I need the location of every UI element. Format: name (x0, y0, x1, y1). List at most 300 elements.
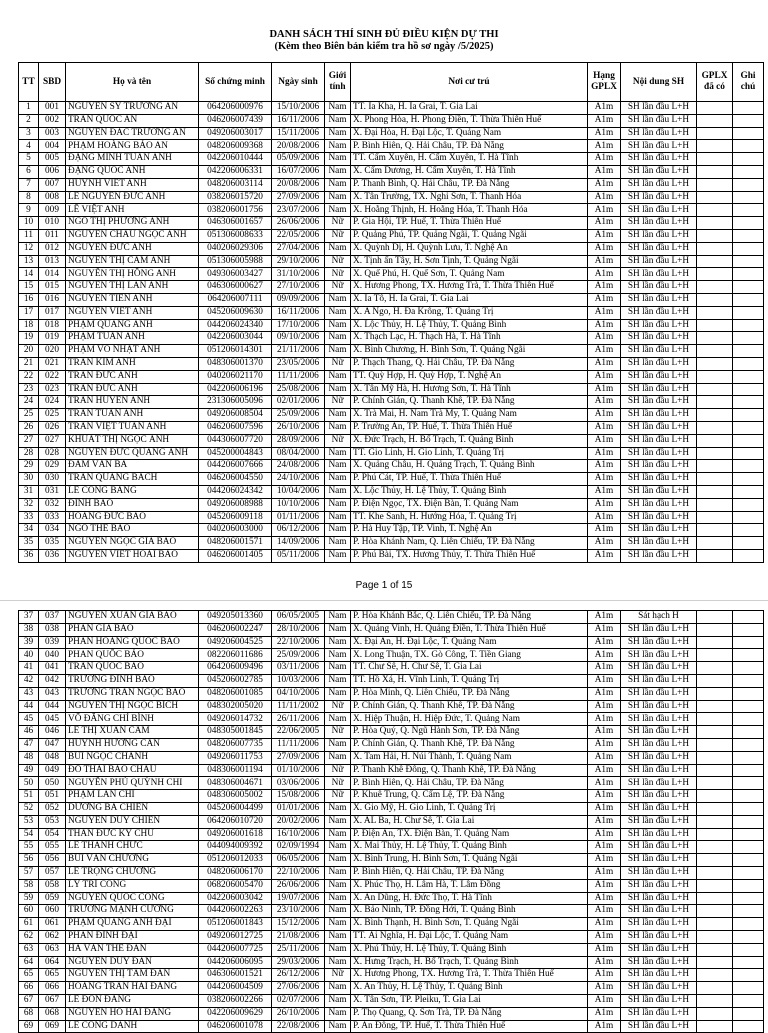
cell-name: LÊ CÔNG DANH (66, 1020, 199, 1033)
cell-id-number: 048305001845 (199, 726, 272, 739)
cell-address: X. Bình Trung, H. Bình Sơn, T. Quảng Ngãi (351, 854, 588, 867)
cell-existing-license (697, 726, 733, 739)
cell-exam-content: SH lần đầu L+H (621, 1020, 697, 1033)
cell-existing-license (697, 956, 733, 969)
cell-license-class: A1m (588, 674, 621, 687)
cell-name: NGUYỄN HỒ HẢI ĐĂNG (66, 1007, 199, 1020)
table-row (19, 345, 764, 358)
cell-license-class: A1m (588, 777, 621, 790)
cell-id-number: 042206006331 (199, 165, 272, 178)
table-row (19, 751, 764, 764)
cell-dob: 14/09/2006 (272, 537, 325, 550)
table-row (19, 611, 764, 624)
cell-note (733, 687, 764, 700)
cell-existing-license (697, 982, 733, 995)
cell-id-number: 040206021170 (199, 370, 272, 383)
cell-sbd: 048 (39, 751, 66, 764)
cell-sbd: 066 (39, 982, 66, 995)
cell-dob: 21/11/2006 (272, 345, 325, 358)
cell-gender: Nam (325, 383, 351, 396)
cell-id-number: 040206003000 (199, 524, 272, 537)
cell-dob: 09/10/2006 (272, 332, 325, 345)
cell-existing-license (697, 623, 733, 636)
cell-dob: 16/07/2006 (272, 165, 325, 178)
cell-id-number: 046206001078 (199, 1020, 272, 1033)
cell-note (733, 700, 764, 713)
cell-dob: 22/10/2006 (272, 866, 325, 879)
cell-tt: 24 (19, 396, 39, 409)
cell-name: ĐỖ THÁI BẢO CHÂU (66, 764, 199, 777)
cell-note (733, 153, 764, 166)
cell-note (733, 127, 764, 140)
cell-license-class: A1m (588, 537, 621, 550)
cell-license-class: A1m (588, 802, 621, 815)
cell-tt: 6 (19, 165, 39, 178)
cell-gender: Nữ (325, 969, 351, 982)
cell-note (733, 841, 764, 854)
cell-note (733, 191, 764, 204)
cell-existing-license (697, 611, 733, 624)
table-row (19, 764, 764, 777)
cell-note (733, 713, 764, 726)
cell-gender: Nam (325, 460, 351, 473)
cell-tt: 15 (19, 281, 39, 294)
cell-existing-license (697, 178, 733, 191)
cell-id-number: 045200004843 (199, 447, 272, 460)
table-row (19, 930, 764, 943)
cell-exam-content: SH lần đầu L+H (621, 357, 697, 370)
cell-note (733, 255, 764, 268)
cell-gender: Nam (325, 114, 351, 127)
cell-dob: 10/03/2006 (272, 674, 325, 687)
cell-tt: 14 (19, 268, 39, 281)
cell-address: P. Hòa Quý, Q. Ngũ Hành Sơn, TP. Đà Nẵng (351, 726, 588, 739)
cell-tt: 56 (19, 854, 39, 867)
cell-tt: 1 (19, 102, 39, 115)
cell-tt: 48 (19, 751, 39, 764)
cell-existing-license (697, 165, 733, 178)
cell-gender: Nam (325, 306, 351, 319)
cell-dob: 02/01/2006 (272, 396, 325, 409)
cell-dob: 27/10/2006 (272, 281, 325, 294)
cell-id-number: 064206007111 (199, 293, 272, 306)
cell-gender: Nữ (325, 434, 351, 447)
cell-gender: Nam (325, 102, 351, 115)
cell-sbd: 068 (39, 1007, 66, 1020)
cell-id-number: 049306003427 (199, 268, 272, 281)
cell-tt: 47 (19, 738, 39, 751)
cell-dob: 05/11/2006 (272, 549, 325, 562)
cell-name: PHAN QUỐC BẢO (66, 649, 199, 662)
cell-address: X. An Dũng, H. Đức Thọ, T. Hà Tĩnh (351, 892, 588, 905)
cell-note (733, 498, 764, 511)
cell-tt: 61 (19, 918, 39, 931)
cell-tt: 11 (19, 229, 39, 242)
cell-existing-license (697, 918, 733, 931)
cell-name: THÂN ĐỨC KỲ CHU (66, 828, 199, 841)
cell-note (733, 1007, 764, 1020)
cell-id-number: 048306001370 (199, 357, 272, 370)
cell-sbd: 049 (39, 764, 66, 777)
cell-license-class: A1m (588, 524, 621, 537)
cell-exam-content: Sát hạch H (621, 611, 697, 624)
cell-address: X. Thạch Lạc, H. Thạch Hà, T. Hà Tĩnh (351, 332, 588, 345)
cell-tt: 52 (19, 802, 39, 815)
cell-id-number: 046206007439 (199, 114, 272, 127)
cell-name: PHAN ĐÌNH ĐẠI (66, 930, 199, 943)
cell-license-class: A1m (588, 982, 621, 995)
cell-note (733, 866, 764, 879)
cell-tt: 29 (19, 460, 39, 473)
table-row (19, 726, 764, 739)
cell-dob: 06/05/2005 (272, 611, 325, 624)
table-row (19, 905, 764, 918)
cell-name: KHUẤT THỊ NGỌC ÁNH (66, 434, 199, 447)
cell-gender: Nam (325, 802, 351, 815)
cell-gender: Nam (325, 409, 351, 422)
cell-gender: Nam (325, 127, 351, 140)
cell-dob: 23/05/2006 (272, 357, 325, 370)
cell-dob: 06/12/2006 (272, 524, 325, 537)
table-row (19, 537, 764, 550)
cell-gender: Nam (325, 879, 351, 892)
table-row (19, 802, 764, 815)
header-col-existing-license: GPLX đã có (697, 63, 733, 102)
cell-address: P. Bình Hiên, Q. Hải Châu, TP. Đà Nẵng (351, 777, 588, 790)
cell-sbd: 004 (39, 140, 66, 153)
cell-address: X. Hương Phong, TX. Hương Trà, T. Thừa Thiên Huế (351, 281, 588, 294)
cell-sbd: 042 (39, 674, 66, 687)
cell-note (733, 102, 764, 115)
cell-id-number: 045206004499 (199, 802, 272, 815)
cell-id-number: 045206009118 (199, 511, 272, 524)
cell-name: NGUYỄN ĐẮC TRƯỜNG AN (66, 127, 199, 140)
cell-tt: 45 (19, 713, 39, 726)
cell-id-number: 046306000627 (199, 281, 272, 294)
cell-name: TRẦN VIỆT TUẤN ANH (66, 421, 199, 434)
cell-sbd: 057 (39, 866, 66, 879)
cell-address: X. Tam Hải, H. Núi Thành, T. Quảng Nam (351, 751, 588, 764)
cell-exam-content: SH lần đầu L+H (621, 738, 697, 751)
cell-address: TT. Chư Sê, H. Chư Sê, T. Gia Lai (351, 662, 588, 675)
table-row (19, 700, 764, 713)
cell-tt: 51 (19, 790, 39, 803)
cell-license-class: A1m (588, 1020, 621, 1033)
cell-existing-license (697, 854, 733, 867)
cell-id-number: 048206001085 (199, 687, 272, 700)
cell-existing-license (697, 1020, 733, 1033)
cell-dob: 27/09/2006 (272, 751, 325, 764)
cell-gender: Nam (325, 524, 351, 537)
table-row (19, 306, 764, 319)
cell-note (733, 982, 764, 995)
cell-dob: 10/04/2006 (272, 485, 325, 498)
cell-sbd: 067 (39, 994, 66, 1007)
cell-note (733, 623, 764, 636)
cell-exam-content: SH lần đầu L+H (621, 421, 697, 434)
cell-dob: 15/12/2006 (272, 918, 325, 931)
cell-gender: Nam (325, 191, 351, 204)
cell-note (733, 332, 764, 345)
cell-exam-content: SH lần đầu L+H (621, 549, 697, 562)
cell-license-class: A1m (588, 306, 621, 319)
cell-exam-content: SH lần đầu L+H (621, 242, 697, 255)
cell-exam-content: SH lần đầu L+H (621, 636, 697, 649)
cell-gender: Nam (325, 549, 351, 562)
cell-existing-license (697, 281, 733, 294)
cell-address: TT. Ia Kha, H. Ia Grai, T. Gia Lai (351, 102, 588, 115)
cell-tt: 21 (19, 357, 39, 370)
cell-license-class: A1m (588, 994, 621, 1007)
cell-existing-license (697, 460, 733, 473)
cell-gender: Nam (325, 828, 351, 841)
table-row (19, 434, 764, 447)
cell-address: X. Tân Trường, TX. Nghi Sơn, T. Thanh Hóa (351, 191, 588, 204)
cell-name: HOÀNG ĐỨC BẢO (66, 511, 199, 524)
cell-tt: 42 (19, 674, 39, 687)
cell-name: TRẦN TUẤN ANH (66, 409, 199, 422)
table-row (19, 738, 764, 751)
cell-existing-license (697, 700, 733, 713)
cell-note (733, 306, 764, 319)
table-row (19, 828, 764, 841)
cell-address: P. Điện An, TX. Điện Bàn, T. Quảng Nam (351, 828, 588, 841)
cell-tt: 12 (19, 242, 39, 255)
table-row (19, 460, 764, 473)
cell-license-class: A1m (588, 229, 621, 242)
cell-license-class: A1m (588, 623, 621, 636)
cell-address: P. Hòa Khánh Bắc, Q. Liên Chiểu, TP. Đà Nẵng (351, 611, 588, 624)
table-body-page-1 (19, 102, 764, 563)
cell-existing-license (697, 994, 733, 1007)
cell-existing-license (697, 191, 733, 204)
cell-existing-license (697, 127, 733, 140)
cell-name: HÀ VĂN THẾ ĐAN (66, 943, 199, 956)
cell-dob: 11/11/2006 (272, 370, 325, 383)
cell-id-number: 038206002266 (199, 994, 272, 1007)
cell-name: PHẠM HOÀNG BẢO AN (66, 140, 199, 153)
cell-license-class: A1m (588, 102, 621, 115)
cell-note (733, 969, 764, 982)
cell-gender: Nam (325, 537, 351, 550)
cell-id-number: 051306005988 (199, 255, 272, 268)
cell-note (733, 738, 764, 751)
cell-sbd: 060 (39, 905, 66, 918)
cell-address: X. Hưng Trạch, H. Bố Trạch, T. Quảng Bình (351, 956, 588, 969)
cell-gender: Nam (325, 370, 351, 383)
cell-existing-license (697, 943, 733, 956)
cell-dob: 02/09/1994 (272, 841, 325, 854)
cell-exam-content: SH lần đầu L+H (621, 498, 697, 511)
cell-tt: 44 (19, 700, 39, 713)
cell-address: X. Tân Mỹ Hà, H. Hương Sơn, T. Hà Tĩnh (351, 383, 588, 396)
cell-gender: Nữ (325, 726, 351, 739)
cell-gender: Nam (325, 815, 351, 828)
cell-id-number: 044206024340 (199, 319, 272, 332)
cell-dob: 10/10/2006 (272, 498, 325, 511)
cell-address: X. Bình Thạnh, H. Bình Sơn, T. Quảng Ngãi (351, 918, 588, 931)
cell-dob: 03/11/2006 (272, 662, 325, 675)
cell-existing-license (697, 114, 733, 127)
cell-tt: 63 (19, 943, 39, 956)
cell-license-class: A1m (588, 738, 621, 751)
cell-license-class: A1m (588, 485, 621, 498)
cell-name: NGUYỄN VIẾT HOÀI BẢO (66, 549, 199, 562)
cell-exam-content: SH lần đầu L+H (621, 713, 697, 726)
cell-id-number: 040206029306 (199, 242, 272, 255)
cell-address: P. Thanh Khê Đông, Q. Thanh Khê, TP. Đà Nẵng (351, 764, 588, 777)
header-col-name: Họ và tên (66, 63, 199, 102)
cell-name: PHẠM TUẤN ANH (66, 332, 199, 345)
cell-sbd: 013 (39, 255, 66, 268)
cell-address: X. Phú Thủy, H. Lệ Thủy, T. Quảng Bình (351, 943, 588, 956)
cell-sbd: 045 (39, 713, 66, 726)
cell-address: X. Ia Tô, H. Ia Grai, T. Gia Lai (351, 293, 588, 306)
cell-gender: Nam (325, 473, 351, 486)
cell-license-class: A1m (588, 892, 621, 905)
cell-dob: 20/08/2006 (272, 140, 325, 153)
table-row (19, 994, 764, 1007)
cell-license-class: A1m (588, 447, 621, 460)
cell-address: P. Thanh Bình, Q. Hải Châu, TP. Đà Nẵng (351, 178, 588, 191)
cell-gender: Nam (325, 662, 351, 675)
cell-sbd: 052 (39, 802, 66, 815)
table-row (19, 879, 764, 892)
cell-sbd: 026 (39, 421, 66, 434)
cell-tt: 28 (19, 447, 39, 460)
table-row (19, 114, 764, 127)
cell-tt: 50 (19, 777, 39, 790)
cell-name: NGUYỄN DUY CHIẾN (66, 815, 199, 828)
cell-license-class: A1m (588, 879, 621, 892)
cell-sbd: 037 (39, 611, 66, 624)
table-row (19, 293, 764, 306)
cell-sbd: 018 (39, 319, 66, 332)
cell-license-class: A1m (588, 268, 621, 281)
cell-name: ĐẶNG QUỐC ANH (66, 165, 199, 178)
cell-tt: 19 (19, 332, 39, 345)
cell-existing-license (697, 102, 733, 115)
cell-tt: 60 (19, 905, 39, 918)
cell-address: X. Trà Mai, H. Nam Trà My, T. Quảng Nam (351, 409, 588, 422)
cell-note (733, 345, 764, 358)
cell-tt: 33 (19, 511, 39, 524)
cell-gender: Nam (325, 751, 351, 764)
cell-dob: 16/11/2006 (272, 306, 325, 319)
cell-address: TT. Hồ Xá, H. Vĩnh Linh, T. Quảng Trị (351, 674, 588, 687)
cell-id-number: 049206012725 (199, 930, 272, 943)
cell-tt: 53 (19, 815, 39, 828)
cell-license-class: A1m (588, 127, 621, 140)
cell-dob: 01/10/2006 (272, 764, 325, 777)
cell-note (733, 217, 764, 230)
table-row (19, 1020, 764, 1033)
cell-existing-license (697, 662, 733, 675)
cell-note (733, 802, 764, 815)
cell-sbd: 053 (39, 815, 66, 828)
cell-dob: 08/04/2000 (272, 447, 325, 460)
cell-gender: Nam (325, 649, 351, 662)
cell-tt: 66 (19, 982, 39, 995)
cell-tt: 4 (19, 140, 39, 153)
cell-dob: 21/08/2006 (272, 930, 325, 943)
cell-gender: Nam (325, 930, 351, 943)
cell-sbd: 023 (39, 383, 66, 396)
cell-note (733, 764, 764, 777)
cell-sbd: 032 (39, 498, 66, 511)
cell-address: X. Đại Hòa, H. Đại Lộc, T. Quảng Nam (351, 127, 588, 140)
cell-existing-license (697, 713, 733, 726)
cell-dob: 26/10/2006 (272, 421, 325, 434)
cell-license-class: A1m (588, 383, 621, 396)
cell-address: P. Phú Cát, TP. Huế, T. Thừa Thiên Huế (351, 473, 588, 486)
cell-gender: Nam (325, 892, 351, 905)
cell-address: TT. Cẩm Xuyên, H. Cẩm Xuyên, T. Hà Tĩnh (351, 153, 588, 166)
cell-license-class: A1m (588, 611, 621, 624)
cell-gender: Nữ (325, 790, 351, 803)
cell-id-number: 044206006095 (199, 956, 272, 969)
cell-license-class: A1m (588, 421, 621, 434)
cell-id-number: 044206007725 (199, 943, 272, 956)
cell-id-number: 046206004550 (199, 473, 272, 486)
cell-existing-license (697, 357, 733, 370)
cell-tt: 41 (19, 662, 39, 675)
cell-existing-license (697, 217, 733, 230)
cell-exam-content: SH lần đầu L+H (621, 956, 697, 969)
cell-note (733, 815, 764, 828)
cell-address: X. Cẩm Dương, H. Cẩm Xuyên, T. Hà Tĩnh (351, 165, 588, 178)
cell-dob: 01/11/2006 (272, 511, 325, 524)
cell-exam-content: SH lần đầu L+H (621, 764, 697, 777)
cell-address: P. Phú Bài, TX. Hương Thủy, T. Thừa Thiên Huế (351, 549, 588, 562)
cell-existing-license (697, 421, 733, 434)
cell-existing-license (697, 879, 733, 892)
cell-dob: 26/10/2006 (272, 1007, 325, 1020)
cell-exam-content: SH lần đầu L+H (621, 943, 697, 956)
cell-address: P. Chính Gián, Q. Thanh Khê, TP. Đà Nẵng (351, 700, 588, 713)
cell-id-number: 231306005096 (199, 396, 272, 409)
cell-sbd: 006 (39, 165, 66, 178)
cell-note (733, 892, 764, 905)
table-row (19, 969, 764, 982)
cell-gender: Nam (325, 345, 351, 358)
cell-name: PHẠM LAN CHI (66, 790, 199, 803)
candidate-table (18, 62, 764, 563)
cell-gender: Nam (325, 1020, 351, 1033)
cell-name: DƯƠNG BÁ CHIẾN (66, 802, 199, 815)
cell-note (733, 485, 764, 498)
cell-gender: Nam (325, 956, 351, 969)
cell-exam-content: SH lần đầu L+H (621, 114, 697, 127)
cell-address: P. Hà Huy Tập, TP. Vinh, T. Nghệ An (351, 524, 588, 537)
cell-note (733, 357, 764, 370)
cell-id-number: 064206000976 (199, 102, 272, 115)
cell-existing-license (697, 1007, 733, 1020)
cell-address: TT. Gio Linh, H. Gio Linh, T. Quảng Trị (351, 447, 588, 460)
cell-gender: Nam (325, 943, 351, 956)
cell-dob: 22/08/2006 (272, 1020, 325, 1033)
cell-dob: 03/06/2006 (272, 777, 325, 790)
cell-address: P. Quảng Phú, TP. Quảng Ngãi, T. Quảng Ngãi (351, 229, 588, 242)
cell-note (733, 956, 764, 969)
cell-id-number: 051206014301 (199, 345, 272, 358)
page-footer: Page 1 of 15 (355, 580, 413, 591)
cell-name: TRẦN HUYỀN ANH (66, 396, 199, 409)
cell-sbd: 015 (39, 281, 66, 294)
cell-address: X. Quế Phú, H. Quế Sơn, T. Quảng Nam (351, 268, 588, 281)
cell-dob: 20/02/2006 (272, 815, 325, 828)
cell-gender: Nữ (325, 268, 351, 281)
